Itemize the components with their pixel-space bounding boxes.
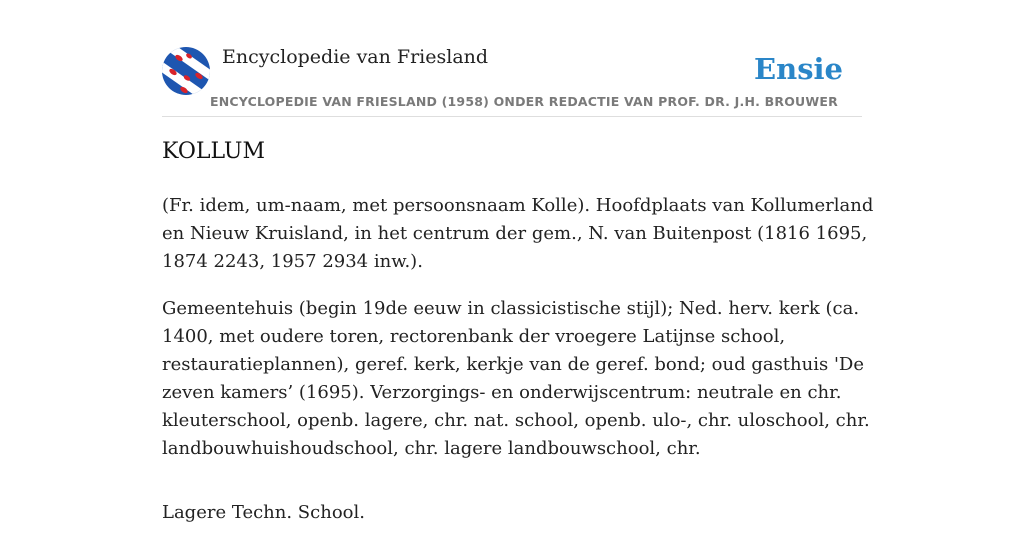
entry-paragraph: (Fr. idem, um-naam, met persoonsnaam Kolle). Hoofdplaats van Kollumerland en Nieuw Kruisland, in het centrum der gem., N. van Buitenpost (1816 1695, 1874 2243, 1957 2934 inw.). (162, 195, 874, 272)
entry-body (162, 192, 874, 546)
entry-title: KOLLUM (162, 139, 265, 164)
encyclopedia-subtitle: ENCYCLOPEDIE VAN FRIESLAND (1958) ONDER REDACTIE VAN PROF. DR. J.H. BROUWER (210, 94, 838, 109)
entry-paragraph: Lagere Techn. School. (162, 502, 365, 523)
entry-paragraph: Gemeentehuis (begin 19de eeuw in classicistische stijl); Ned. herv. kerk (ca. 1400, met oudere toren, rectorenbank der vroegere Latijnse school, restauratieplannen), geref. kerk, kerkje van de geref. bond; oud gasthuis 'De zeven kamers’ (1695). Verzorgings- en onderwijscentrum: neutrale en chr. kleuterschool, openb. lagere, chr. nat. school, openb. ulo-, chr. uloschool, chr. landbouwhuishoudschool, chr. lagere landbouwschool, chr. (162, 298, 870, 459)
site-header (162, 44, 862, 117)
site-name-link[interactable]: Encyclopedie van Friesland (222, 46, 489, 68)
brand-logo-link[interactable]: Ensie (754, 52, 843, 86)
friesland-flag-icon[interactable] (162, 47, 210, 95)
